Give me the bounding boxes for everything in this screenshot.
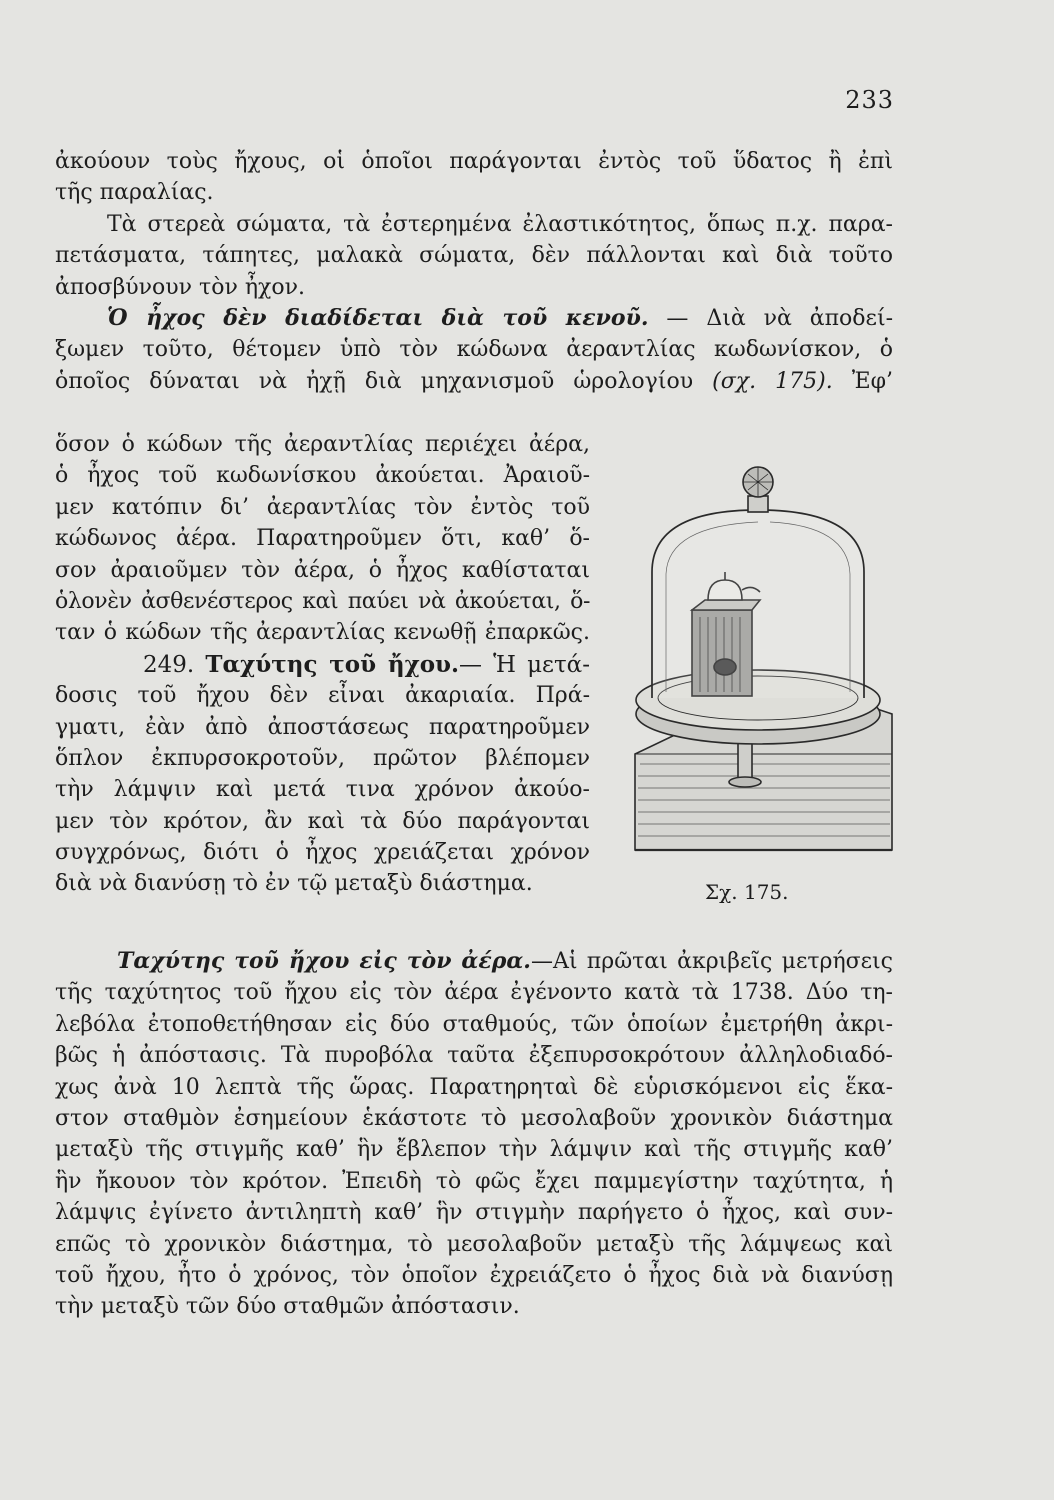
text-line: Τὰ στερεὰ σώματα, τὰ ἐστερημένα ἐλαστικότητος, ὅπως π.χ. παρα- [107,211,893,237]
section-title-rest: — Ἡ μετά- [459,651,590,678]
text-line: κώδωνος ἀέρα. Παρατηροῦμεν ὅτι, καθ’ ὅ- [55,526,590,552]
text-line: ἀκούουν τοὺς ἤχους, οἱ ὁποῖοι παράγονται ἐντὸς τοῦ ὕδατος ἢ ἐπὶ [55,149,893,174]
text-line: μεν τὸν κρότον, ἂν καὶ τὰ δύο παράγονται [55,808,590,834]
glass-bell-jar [652,510,864,698]
text-line: βῶς ἡ ἀπόστασις. Τὰ πυροβόλα ταῦτα ἐξεπυρσοκρότουν ἀλληλοδιαδό- [55,1043,893,1069]
text-block-bottom [55,946,893,1323]
figure-reference: (σχ. 175). [712,368,833,394]
text-line: μεν κατόπιν δι’ ἀεραντλίας τὸν ἐντὸς τοῦ [55,494,590,520]
text-line: στον σταθμὸν ἐσημείουν ἑκάστοτε τὸ μεσολαβοῦν χρονικὸν διάστημα [55,1105,893,1131]
air-heading: Ταχύτης τοῦ ἤχου εἰς τὸν ἀέρα. [117,948,531,974]
text-line: ὁ ἦχος τοῦ κωδωνίσκου ἀκούεται. Ἀραιοῦ- [55,463,590,489]
text-line: τὴν μεταξὺ τῶν δύο σταθμῶν ἀπόστασιν. [55,1294,520,1320]
air-heading-rest: —Αἱ πρῶται ἀκριβεῖς μετρήσεις [530,949,893,974]
text-block-narrow [55,429,590,900]
text-line: τοῦ ἤχου, ἦτο ὁ χρόνος, τὸν ὁποῖον ἐχρειάζετο ὁ ἦχος διὰ νὰ διανύσῃ [55,1262,893,1288]
text-line: ξωμεν τοῦτο, θέτομεν ὑπὸ τὸν κώδωνα ἀεραντλίας κωδωνίσκον, ὁ [55,337,893,363]
bell-jar-illustration [630,452,895,872]
text-line: ὅπλον ἐκπυρσοκροτοῦν, πρῶτον βλέπομεν [55,745,590,771]
text-line: ὁλονὲν ἀσθενέστερος καὶ παύει νὰ ἀκούεται, ὅ- [55,588,590,614]
text-line: ταν ὁ κώδων τῆς ἀεραντλίας κενωθῇ ἐπαρκῶς. [55,620,590,646]
text-line: μεταξὺ τῆς στιγμῆς καθ’ ἣν ἔβλεπον τὴν λάμψιν καὶ τῆς στιγμῆς καθ’ [55,1137,893,1163]
vacuum-heading-rest: — Διὰ νὰ ἀποδεί- [648,305,893,331]
text-line: διὰ νὰ διανύσῃ τὸ ἐν τῷ μεταξὺ διάστημα. [55,871,533,897]
vacuum-heading-line [55,303,893,334]
vacuum-heading: Ὁ ἦχος δὲν διαδίδεται διὰ τοῦ κενοῦ. [107,304,649,331]
text-block-top [55,146,893,397]
text-line: χως ἀνὰ 10 λεπτὰ τῆς ὥρας. Παρατηρηταὶ δὲ εὑρισκόμενοι εἰς ἕκα- [55,1074,893,1100]
text-line: επῶς τὸ χρονικὸν διάστημα, τὸ μεσολαβοῦν μεταξὺ τῆς λάμψεως καὶ [55,1231,893,1257]
text-line [55,366,893,397]
text-line: λάμψις ἐγίνετο ἀντιληπτὴ καθ’ ἣν στιγμὴν παρήγετο ὁ ἦχος, καὶ συν- [55,1200,893,1226]
text-line: δοσις τοῦ ἤχου δὲν εἶναι ἀκαριαία. Πρά- [55,683,590,709]
text-line: τῆς ταχύτητος τοῦ ἤχου εἰς τὸν ἀέρα ἐγένοντο κατὰ τὰ 1738. Δύο τη- [55,980,893,1006]
text-line: ἀποσβύνουν τὸν ἦχον. [55,274,305,300]
page-number: 233 [845,86,894,114]
text-line: λεβόλα ἐτοποθετήθησαν εἰς δύο σταθμούς, τῶν ὁποίων ἐμετρήθη ἀκρι- [55,1011,893,1037]
air-heading-line [55,946,893,977]
text-line: τῆς παραλίας. [55,180,214,206]
text-span: Ἐφ’ [832,368,893,394]
section-number: 249. [143,651,206,678]
section-249-heading [55,649,590,680]
figure-caption: Σχ. 175. [705,880,789,904]
text-line: γματι, ἐὰν ἀπὸ ἀποστάσεως παρατηροῦμεν [55,714,590,740]
bell-jar-figure [630,452,895,872]
section-title: Ταχύτης τοῦ ἤχου. [205,650,460,678]
text-line: συγχρόνως, διότι ὁ ἦχος χρειάζεται χρόνον [55,840,590,866]
text-line: ὅσον ὁ κώδων τῆς ἀεραντλίας περιέχει ἀέρα, [55,432,590,457]
text-line: πετάσματα, τάπητες, μαλακὰ σώματα, δὲν πάλλονται καὶ διὰ τοῦτο [55,243,893,269]
text-line: τὴν λάμψιν καὶ μετά τινα χρόνον ἀκούο- [55,777,590,803]
text-span: ὁποῖος δύναται νὰ ἠχῇ διὰ μηχανισμοῦ ὡρολογίου [55,368,713,394]
text-line: σον ἀραιοῦμεν τὸν ἀέρα, ὁ ἦχος καθίσταται [55,557,590,583]
text-line: ἣν ἤκουον τὸν κρότον. Ἐπειδὴ τὸ φῶς ἔχει παμμεγίστην ταχύτητα, ἡ [55,1168,893,1194]
